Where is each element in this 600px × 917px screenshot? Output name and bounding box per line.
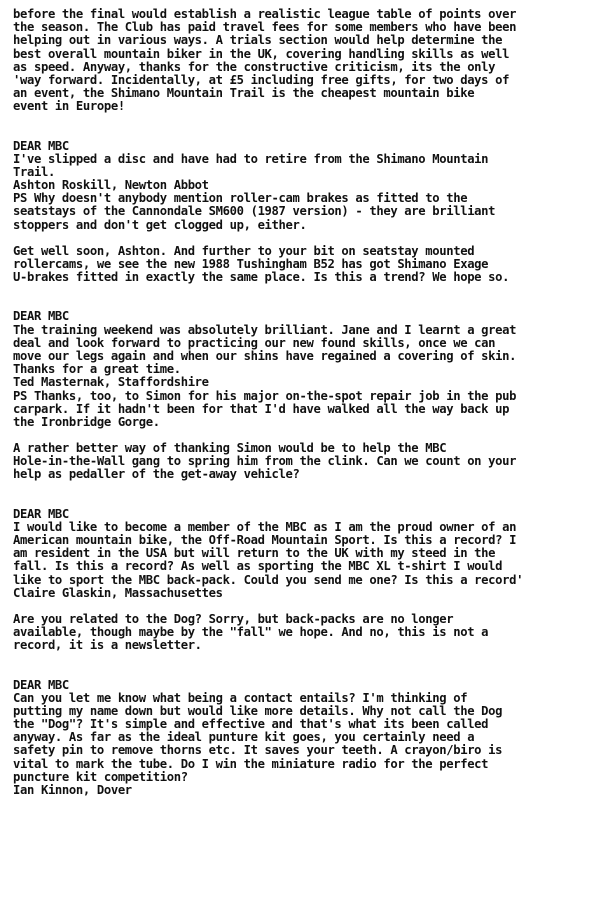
text-line: before the final would establish a realistic league table of points over — [13, 8, 517, 21]
text-line: I would like to become a member of the MBC as I am the proud owner of an — [13, 520, 517, 534]
text-line: Hole-in-the-Wall gang to spring him from the clink. Can we count on your — [13, 455, 517, 469]
text-line: Are you related to the Dog? Sorry, but back-packs are no longer — [13, 612, 454, 626]
text-line: carpark. If it hadn't been for that I'd have walked all the way back up — [13, 402, 510, 416]
text-line: anyway. As far as the ideal punture kit goes, you certainly need a — [13, 731, 475, 745]
text-line: Can you let me know what being a contact entails? I'm thinking of — [13, 691, 468, 705]
text-line: Thanks for a great time. — [13, 363, 181, 377]
text-line: available, though maybe by the "fall" we hope. And no, this is not a — [13, 626, 489, 640]
intro-reply — [13, 8, 583, 114]
letter-4 — [13, 679, 583, 798]
letter-1 — [13, 140, 583, 232]
text-line: PS Why doesn't anybody mention roller-cam brakes as fitted to the — [13, 192, 468, 206]
text-line: puncture kit competition? — [13, 770, 188, 784]
letter-signature: Claire Glaskin, Massachusettes — [13, 586, 223, 600]
text-line: the season. The Club has paid travel fees for some members who have been — [13, 21, 517, 35]
editor-reply-3 — [13, 613, 583, 653]
text-line: event in Europe! — [13, 100, 125, 114]
text-line: like to sport the MBC back-pack. Could you send me one? Is this a record' — [13, 573, 524, 587]
text-line: move our legs again and when our shins have regained a covering of skin. — [13, 349, 517, 363]
text-line: rollercams, we see the new 1988 Tushingham B52 has got Shimano Exage — [13, 258, 489, 271]
letter-salutation: DEAR MBC — [13, 310, 69, 324]
text-line: I've slipped a disc and have had to retire from the Shimano Mountain — [13, 152, 489, 166]
text-line: PS Thanks, too, to Simon for his major on-the-spot repair job in the pub — [13, 389, 517, 403]
text-line: am resident in the USA but will return to the UK with my steed in the — [13, 547, 496, 561]
text-line: 'way forward. Incidentally, at £5 including free gifts, for two days of — [13, 73, 510, 87]
editor-reply-1 — [13, 245, 583, 285]
text-line: stoppers and don't get clogged up, either. — [13, 218, 307, 232]
text-line: American mountain bike, the Off-Road Mountain Sport. Is this a record? I — [13, 534, 517, 547]
text-line: A rather better way of thanking Simon would be to help the MBC — [13, 442, 447, 456]
text-line: seatstays of the Cannondale SM600 (1987 version) - they are brilliant — [13, 205, 496, 219]
letter-2 — [13, 310, 583, 429]
text-line: helping out in various ways. A trials section would help determine the — [13, 34, 503, 48]
text-line: help as pedaller of the get-away vehicle? — [13, 468, 300, 482]
text-line: Get well soon, Ashton. And further to your bit on seatstay mounted — [13, 244, 475, 258]
text-line: the Ironbridge Gorge. — [13, 415, 160, 429]
text-line: safety pin to remove thorns etc. It saves your teeth. A crayon/biro is — [13, 744, 503, 758]
text-line: an event, the Shimano Mountain Trail is the cheapest mountain bike — [13, 87, 475, 101]
letter-signature: Ashton Roskill, Newton Abbot — [13, 179, 209, 193]
letter-salutation: DEAR MBC — [13, 678, 69, 692]
letter-3 — [13, 508, 583, 600]
text-line: best overall mountain biker in the UK, covering handling skills as well — [13, 47, 510, 61]
letter-salutation: DEAR MBC — [13, 139, 69, 153]
text-line: U-brakes fitted in exactly the same place. Is this a trend? We hope so. — [13, 271, 510, 285]
newsletter-page — [13, 8, 583, 797]
text-line: The training weekend was absolutely brilliant. Jane and I learnt a great — [13, 323, 517, 337]
letter-salutation: DEAR MBC — [13, 507, 69, 521]
text-line: vital to mark the tube. Do I win the miniature radio for the perfect — [13, 757, 489, 771]
text-line: putting my name down but would like more details. Why not call the Dog — [13, 704, 503, 718]
text-line: deal and look forward to practicing our new found skills, once we can — [13, 336, 496, 350]
editor-reply-2 — [13, 442, 583, 482]
text-line: the "Dog"? It's simple and effective and that's what its been called — [13, 718, 489, 732]
letter-signature: Ian Kinnon, Dover — [13, 784, 132, 797]
text-line: as speed. Anyway, thanks for the constructive criticism, its the only — [13, 60, 496, 74]
text-line: fall. Is this a record? As well as sporting the MBC XL t-shirt I would — [13, 560, 503, 574]
letter-signature: Ted Masternak, Staffordshire — [13, 376, 209, 390]
text-line: Trail. — [13, 165, 55, 179]
text-line: record, it is a newsletter. — [13, 639, 202, 653]
